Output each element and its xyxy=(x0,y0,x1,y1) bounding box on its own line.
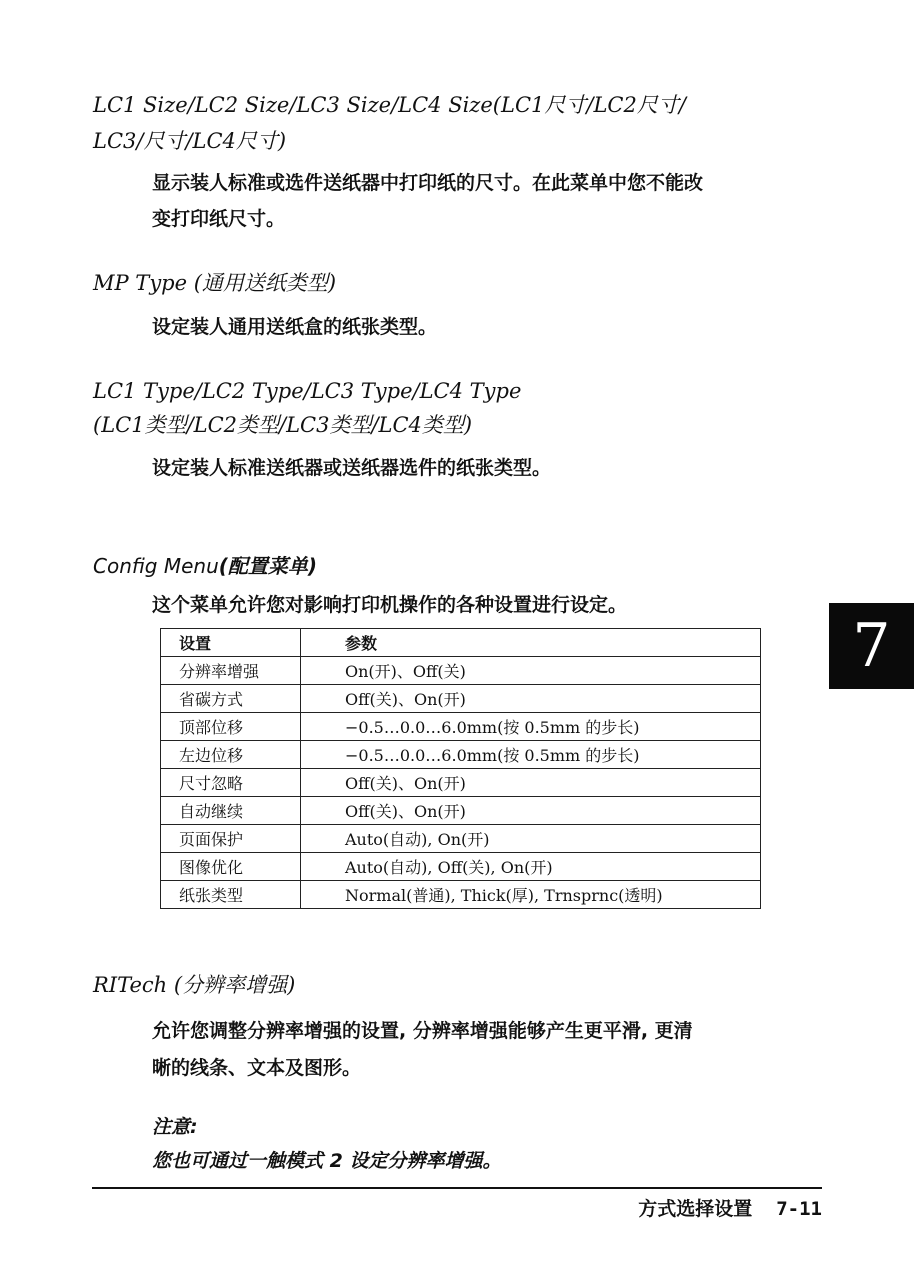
table-cell-parameter: −0.5…0.0…6.0mm(按 0.5mm 的步长) xyxy=(301,741,761,769)
footer-rule xyxy=(92,1187,822,1189)
config-menu-heading xyxy=(93,550,317,579)
table-cell-parameter: Auto(自动), Off(关), On(开) xyxy=(301,853,761,881)
ritech-body-line1: 允许您调整分辨率增强的设置, 分辨率增强能够产生更平滑, 更清 xyxy=(152,1020,693,1042)
table-row xyxy=(161,657,761,685)
chapter-tab: 7 xyxy=(829,603,914,689)
footer-title: 方式选择设置 xyxy=(638,1198,753,1220)
lc-type-heading-line2: (LC1类型/LC2类型/LC3类型/LC4类型) xyxy=(93,413,473,437)
table-row xyxy=(161,741,761,769)
table-cell-setting: 省碳方式 xyxy=(161,685,301,713)
note-label: 注意: xyxy=(152,1116,198,1138)
mp-type-body: 设定装人通用送纸盒的纸张类型。 xyxy=(152,316,438,338)
table-row xyxy=(161,853,761,881)
table-cell-parameter: On(开)、Off(关) xyxy=(301,657,761,685)
page-footer xyxy=(638,1194,822,1221)
note-text: 您也可通过一触模式 2 设定分辨率增强。 xyxy=(152,1150,502,1172)
config-menu-intro: 这个菜单允许您对影响打印机操作的各种设置进行设定。 xyxy=(152,594,628,616)
table-header-row xyxy=(161,629,761,657)
table-header-setting: 设置 xyxy=(161,629,301,657)
table-cell-parameter: Off(关)、On(开) xyxy=(301,685,761,713)
table-cell-setting: 左边位移 xyxy=(161,741,301,769)
table-cell-parameter: Off(关)、On(开) xyxy=(301,797,761,825)
table-header-parameter: 参数 xyxy=(301,629,761,657)
table-cell-setting: 图像优化 xyxy=(161,853,301,881)
lc-size-heading-line1: LC1 Size/LC2 Size/LC3 Size/LC4 Size(LC1尺寸/LC2尺寸/ xyxy=(93,93,686,117)
page-number: 7-11 xyxy=(776,1198,822,1220)
table-cell-parameter: −0.5…0.0…6.0mm(按 0.5mm 的步长) xyxy=(301,713,761,741)
table-cell-setting: 自动继续 xyxy=(161,797,301,825)
table-cell-setting: 页面保护 xyxy=(161,825,301,853)
config-menu-heading-en: Config Menu xyxy=(93,554,219,578)
table-cell-setting: 分辨率增强 xyxy=(161,657,301,685)
table-cell-parameter: Normal(普通), Thick(厚), Trnsprnc(透明) xyxy=(301,881,761,909)
table-row xyxy=(161,881,761,909)
table-row xyxy=(161,713,761,741)
lc-type-body: 设定装人标准送纸器或送纸器选件的纸张类型。 xyxy=(152,457,552,479)
config-settings-table xyxy=(160,628,761,909)
table-cell-setting: 纸张类型 xyxy=(161,881,301,909)
table-cell-parameter: Off(关)、On(开) xyxy=(301,769,761,797)
table-row xyxy=(161,797,761,825)
ritech-body-line2: 晰的线条、文本及图形。 xyxy=(152,1057,362,1079)
mp-type-heading: MP Type (通用送纸类型) xyxy=(93,271,337,295)
table-cell-setting: 尺寸忽略 xyxy=(161,769,301,797)
table-row xyxy=(161,769,761,797)
config-menu-heading-cn: (配置菜单) xyxy=(218,554,318,578)
table-cell-setting: 顶部位移 xyxy=(161,713,301,741)
lc-size-heading-line2: LC3/尺寸/LC4尺寸) xyxy=(93,129,287,153)
ritech-heading: RITech (分辨率增强) xyxy=(93,973,296,997)
table-row xyxy=(161,685,761,713)
lc-type-heading-line1: LC1 Type/LC2 Type/LC3 Type/LC4 Type xyxy=(93,379,522,403)
lc-size-body-line2: 变打印纸尺寸。 xyxy=(152,208,286,230)
table-cell-parameter: Auto(自动), On(开) xyxy=(301,825,761,853)
table-row xyxy=(161,825,761,853)
lc-size-body-line1: 显示装人标准或选件送纸器中打印纸的尺寸。在此菜单中您不能改 xyxy=(152,172,704,194)
